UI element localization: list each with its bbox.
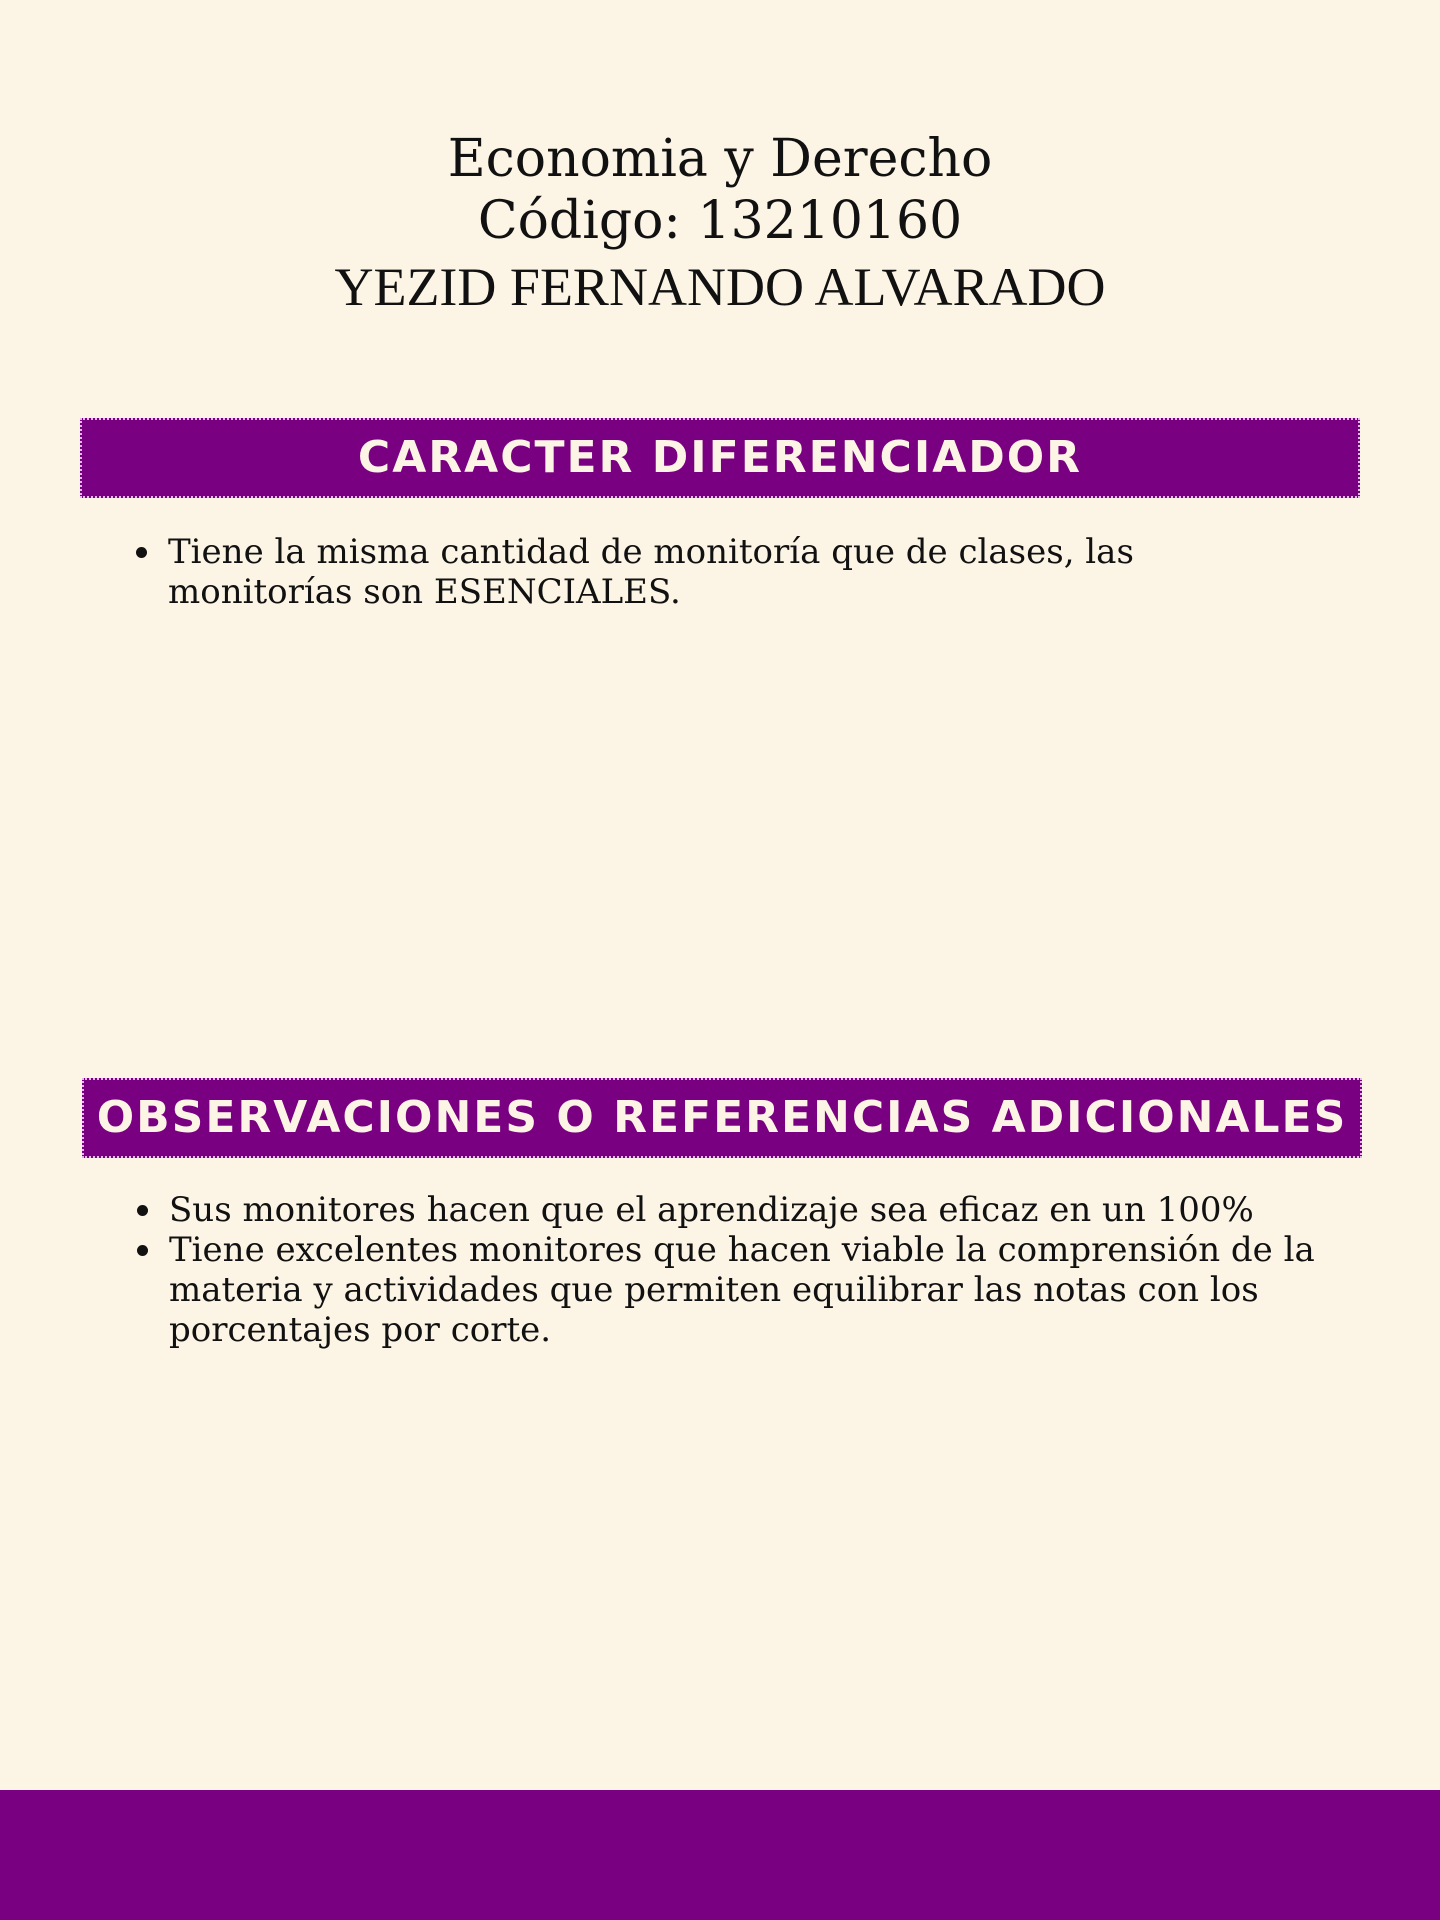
- list-item-text: Tiene excelentes monitores que hacen viable la comprensión de la materia y actividades que permiten equilibrar las notas con los porcentajes por corte.: [169, 1230, 1315, 1350]
- teacher-name: YEZID FERNANDO ALVARADO: [334, 257, 1106, 317]
- list-item: [137, 1230, 1317, 1350]
- course-title: Economia y Derecho: [447, 129, 993, 189]
- observaciones-list: [137, 1190, 1317, 1350]
- list-item: [137, 1190, 1317, 1230]
- section-heading-observaciones: OBSERVACIONES O REFERENCIAS ADICIONALES: [82, 1078, 1362, 1158]
- document-header: [0, 128, 1440, 322]
- bullet-icon: [137, 1205, 148, 1216]
- course-code: Código: 13210160: [477, 191, 963, 251]
- section-heading-caracter: CARACTER DIFERENCIADOR: [80, 418, 1360, 498]
- caracter-list: [136, 532, 1316, 612]
- footer-bar: [0, 1790, 1440, 1920]
- list-item: [136, 532, 1316, 612]
- bullet-icon: [137, 1245, 148, 1256]
- list-item-text: Tiene la misma cantidad de monitoría que de clases, las monitorías son ESENCIALES.: [168, 532, 1134, 612]
- bullet-icon: [136, 547, 147, 558]
- list-item-text: Sus monitores hacen que el aprendizaje sea eficaz en un 100%: [169, 1190, 1254, 1230]
